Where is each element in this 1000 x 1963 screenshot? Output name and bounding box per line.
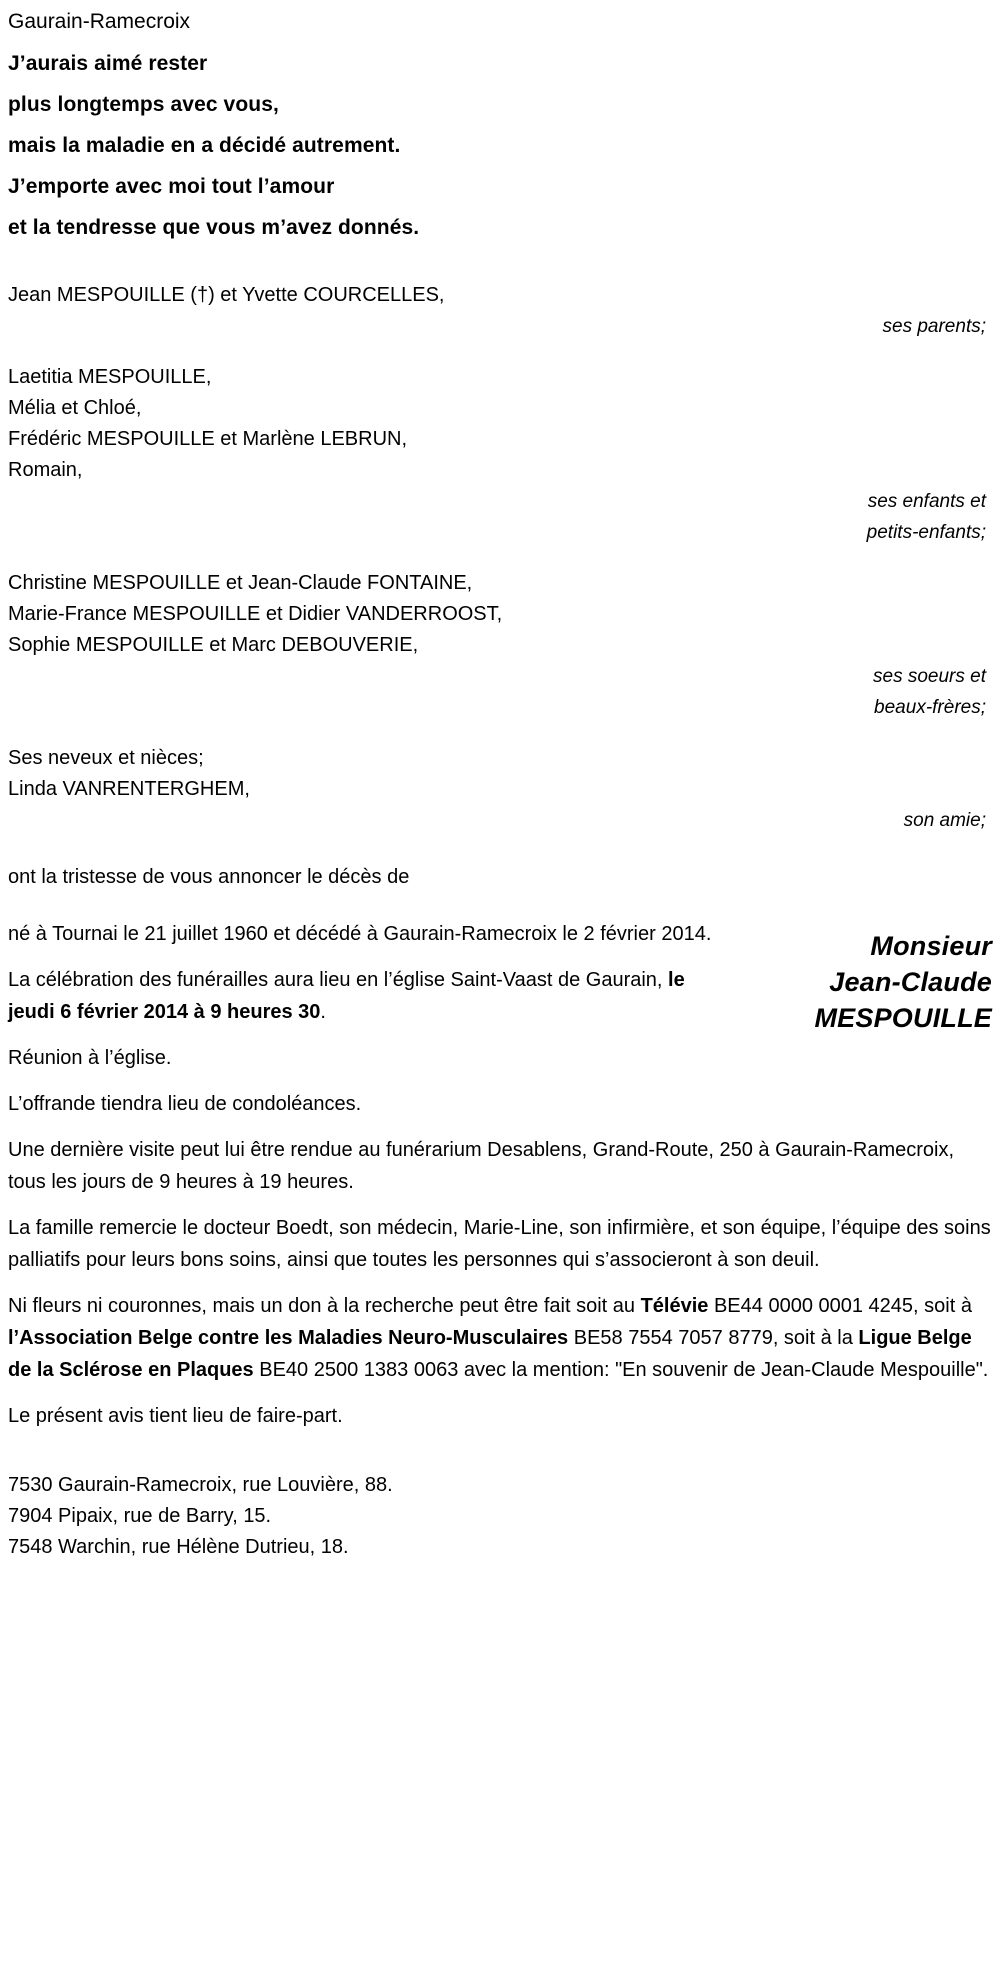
relation-name: Ses neveux et nièces; xyxy=(8,747,204,769)
spacer xyxy=(8,558,992,568)
thanks-paragraph: La famille remercie le docteur Boedt, son médecin, Marie-Line, son infirmière, et son équipe, l’équipe des soins palliatifs pour leurs bons soins, ainsi que toutes les personnes qui s’associeront à son deuil. xyxy=(8,1217,991,1271)
deceased-name-heading xyxy=(742,928,992,1036)
locality-text: Gaurain-Ramecroix xyxy=(8,10,191,33)
relation-label-sisters xyxy=(8,661,992,723)
relation-name: Frédéric MESPOUILLE et Marlène LEBRUN, xyxy=(8,428,408,450)
poem-line-1: J’aurais aimé rester xyxy=(8,52,208,75)
relation-label-line: ses soeurs et xyxy=(873,666,986,687)
relation-label-line: ses parents; xyxy=(882,316,986,337)
relation-group-sisters xyxy=(8,568,992,723)
relation-name: Jean MESPOUILLE (†) et Yvette COURCELLES, xyxy=(8,284,445,306)
donation-iban-2: BE58 7554 7057 8779, soit à la xyxy=(568,1327,859,1349)
address-line: 7904 Pipaix, rue de Barry, 15. xyxy=(8,1505,272,1527)
donation-iban-1: BE44 0000 0001 4245, soit à xyxy=(708,1295,972,1317)
spacer xyxy=(8,733,992,743)
donation-paragraph xyxy=(8,1290,992,1386)
ceremony-text-post: . xyxy=(320,1001,326,1023)
reunion-paragraph: Réunion à l’église. xyxy=(8,1047,172,1069)
poem-line-2: plus longtemps avec vous, xyxy=(8,93,279,116)
main-body-section xyxy=(0,892,1000,1432)
address-line: 7530 Gaurain-Ramecroix, rue Louvière, 88. xyxy=(8,1474,393,1496)
relation-group-friend xyxy=(8,743,992,836)
donation-iban-3: BE40 2500 1383 0063 avec la mention: "En souvenir de Jean-Claude Mespouille". xyxy=(253,1359,989,1381)
offering-paragraph: L’offrande tiendra lieu de condoléances. xyxy=(8,1093,362,1115)
relation-name: Christine MESPOUILLE et Jean-Claude FONTAINE, xyxy=(8,572,473,594)
poem-line-5: et la tendresse que vous m’avez donnés. xyxy=(8,216,420,239)
notice-paragraph: Le présent avis tient lieu de faire-part. xyxy=(8,1405,343,1427)
poem-line-3: mais la maladie en a décidé autrement. xyxy=(8,134,401,157)
relation-label-line: son amie; xyxy=(903,810,986,831)
deceased-title: Monsieur xyxy=(870,931,992,961)
donation-org-2: l’Association Belge contre les Maladies Neuro-Musculaires xyxy=(8,1327,569,1349)
announcement-text: ont la tristesse de vous annoncer le décès de xyxy=(8,866,410,888)
relation-label-line: petits-enfants; xyxy=(866,522,986,543)
relation-label-children xyxy=(8,486,992,548)
relation-name: Sophie MESPOUILLE et Marc DEBOUVERIE, xyxy=(8,634,419,656)
donation-org-3: Ligue Belge de la Sclérose en Plaques xyxy=(8,1327,972,1381)
donation-intro: Ni fleurs ni couronnes, mais un don à la recherche peut être fait soit au xyxy=(8,1295,641,1317)
spacer xyxy=(8,352,992,362)
relation-name: Romain, xyxy=(8,459,83,481)
relations-block xyxy=(0,280,1000,836)
visit-paragraph: Une dernière visite peut lui être rendue au funérarium Desablens, Grand-Route, 250 à Gaurain-Ramecroix, tous les jours de 9 heures à 19 heures. xyxy=(8,1139,955,1193)
addresses-block xyxy=(0,1446,1000,1563)
address-line: 7548 Warchin, rue Hélène Dutrieu, 18. xyxy=(8,1536,349,1558)
relation-name: Mélia et Chloé, xyxy=(8,397,142,419)
poem-block xyxy=(0,35,1000,248)
poem-line-4: J’emporte avec moi tout l’amour xyxy=(8,175,335,198)
relation-name: Linda VANRENTERGHEM, xyxy=(8,778,250,800)
birth-death-paragraph: né à Tournai le 21 juillet 1960 et décédé à Gaurain-Ramecroix le 2 février 2014. xyxy=(8,923,712,945)
relation-name: Laetitia MESPOUILLE, xyxy=(8,366,212,388)
relation-label-friend xyxy=(8,805,992,836)
relation-group-children xyxy=(8,362,992,548)
relation-label-line: ses enfants et xyxy=(867,491,986,512)
donation-org-1: Télévie xyxy=(640,1295,709,1317)
deceased-firstname: Jean-Claude xyxy=(829,967,992,997)
relation-name: Marie-France MESPOUILLE et Didier VANDERROOST, xyxy=(8,603,503,625)
deceased-lastname: MESPOUILLE xyxy=(814,1003,992,1033)
relation-label-line: beaux-frères; xyxy=(874,697,986,718)
ceremony-text-pre: La célébration des funérailles aura lieu en l’église Saint-Vaast de Gaurain, xyxy=(8,969,669,991)
relation-label-parents xyxy=(8,311,992,342)
ceremony-datetime: le jeudi 6 février 2014 à 9 heures 30 xyxy=(8,969,685,1023)
relation-group-parents xyxy=(8,280,992,342)
